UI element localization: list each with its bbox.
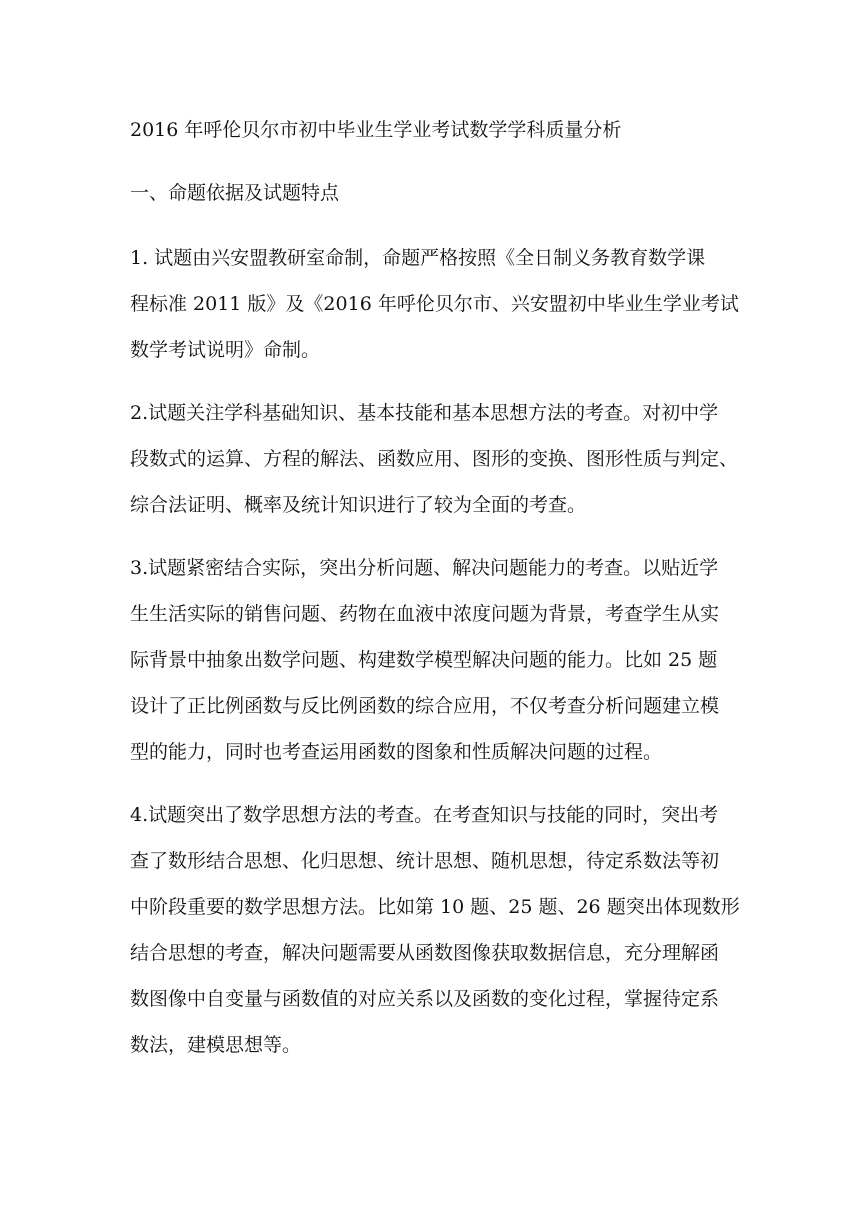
paragraph-line: 程标准 2011 版》及《2016 年呼伦贝尔市、兴安盟初中毕业生学业考试 — [130, 293, 739, 315]
paragraph-line: 综合法证明、概率及统计知识进行了较为全面的考查。 — [130, 494, 587, 516]
paragraph-line: 型的能力，同时也考查运用函数的图象和性质解决问题的过程。 — [130, 741, 663, 763]
paragraph-line: 设计了正比例函数与反比例函数的综合应用，不仅考查分析问题建立模 — [130, 695, 720, 717]
paragraph-line: 际背景中抽象出数学问题、构建数学模型解决问题的能力。比如 25 题 — [130, 649, 718, 671]
paragraph-line: 4.试题突出了数学思想方法的考查。在考查知识与技能的同时，突出考 — [130, 804, 719, 826]
paragraph-line: 生生活实际的销售问题、药物在血液中浓度问题为背景，考查学生从实 — [130, 603, 720, 625]
paragraph-line: 结合思想的考查，解决问题需要从函数图像获取数据信息，充分理解函 — [130, 942, 720, 964]
paragraph-line: 数图像中自变量与函数值的对应关系以及函数的变化过程，掌握待定系 — [130, 988, 720, 1010]
paragraph-line: 段数式的运算、方程的解法、函数应用、图形的变换、图形性质与判定、 — [130, 448, 739, 470]
paragraph-line: 2.试题关注学科基础知识、基本技能和基本思想方法的考查。对初中学 — [130, 402, 719, 424]
document-title: 2016 年呼伦贝尔市初中毕业生学业考试数学学科质量分析 — [130, 119, 622, 141]
section-heading: 一、命题依据及试题特点 — [130, 182, 340, 204]
paragraph-line: 数学考试说明》命制。 — [130, 339, 321, 361]
paragraph-line: 数法，建模思想等。 — [130, 1034, 302, 1056]
paragraph-line: 3.试题紧密结合实际，突出分析问题、解决问题能力的考查。以贴近学 — [130, 557, 719, 579]
paragraph-line: 1. 试题由兴安盟教研室命制，命题严格按照《全日制义务教育数学课 — [130, 247, 706, 269]
paragraph-line: 中阶段重要的数学思想方法。比如第 10 题、25 题、26 题突出体现数形 — [130, 896, 740, 918]
paragraph-line: 查了数形结合思想、化归思想、统计思想、随机思想，待定系数法等初 — [130, 850, 720, 872]
